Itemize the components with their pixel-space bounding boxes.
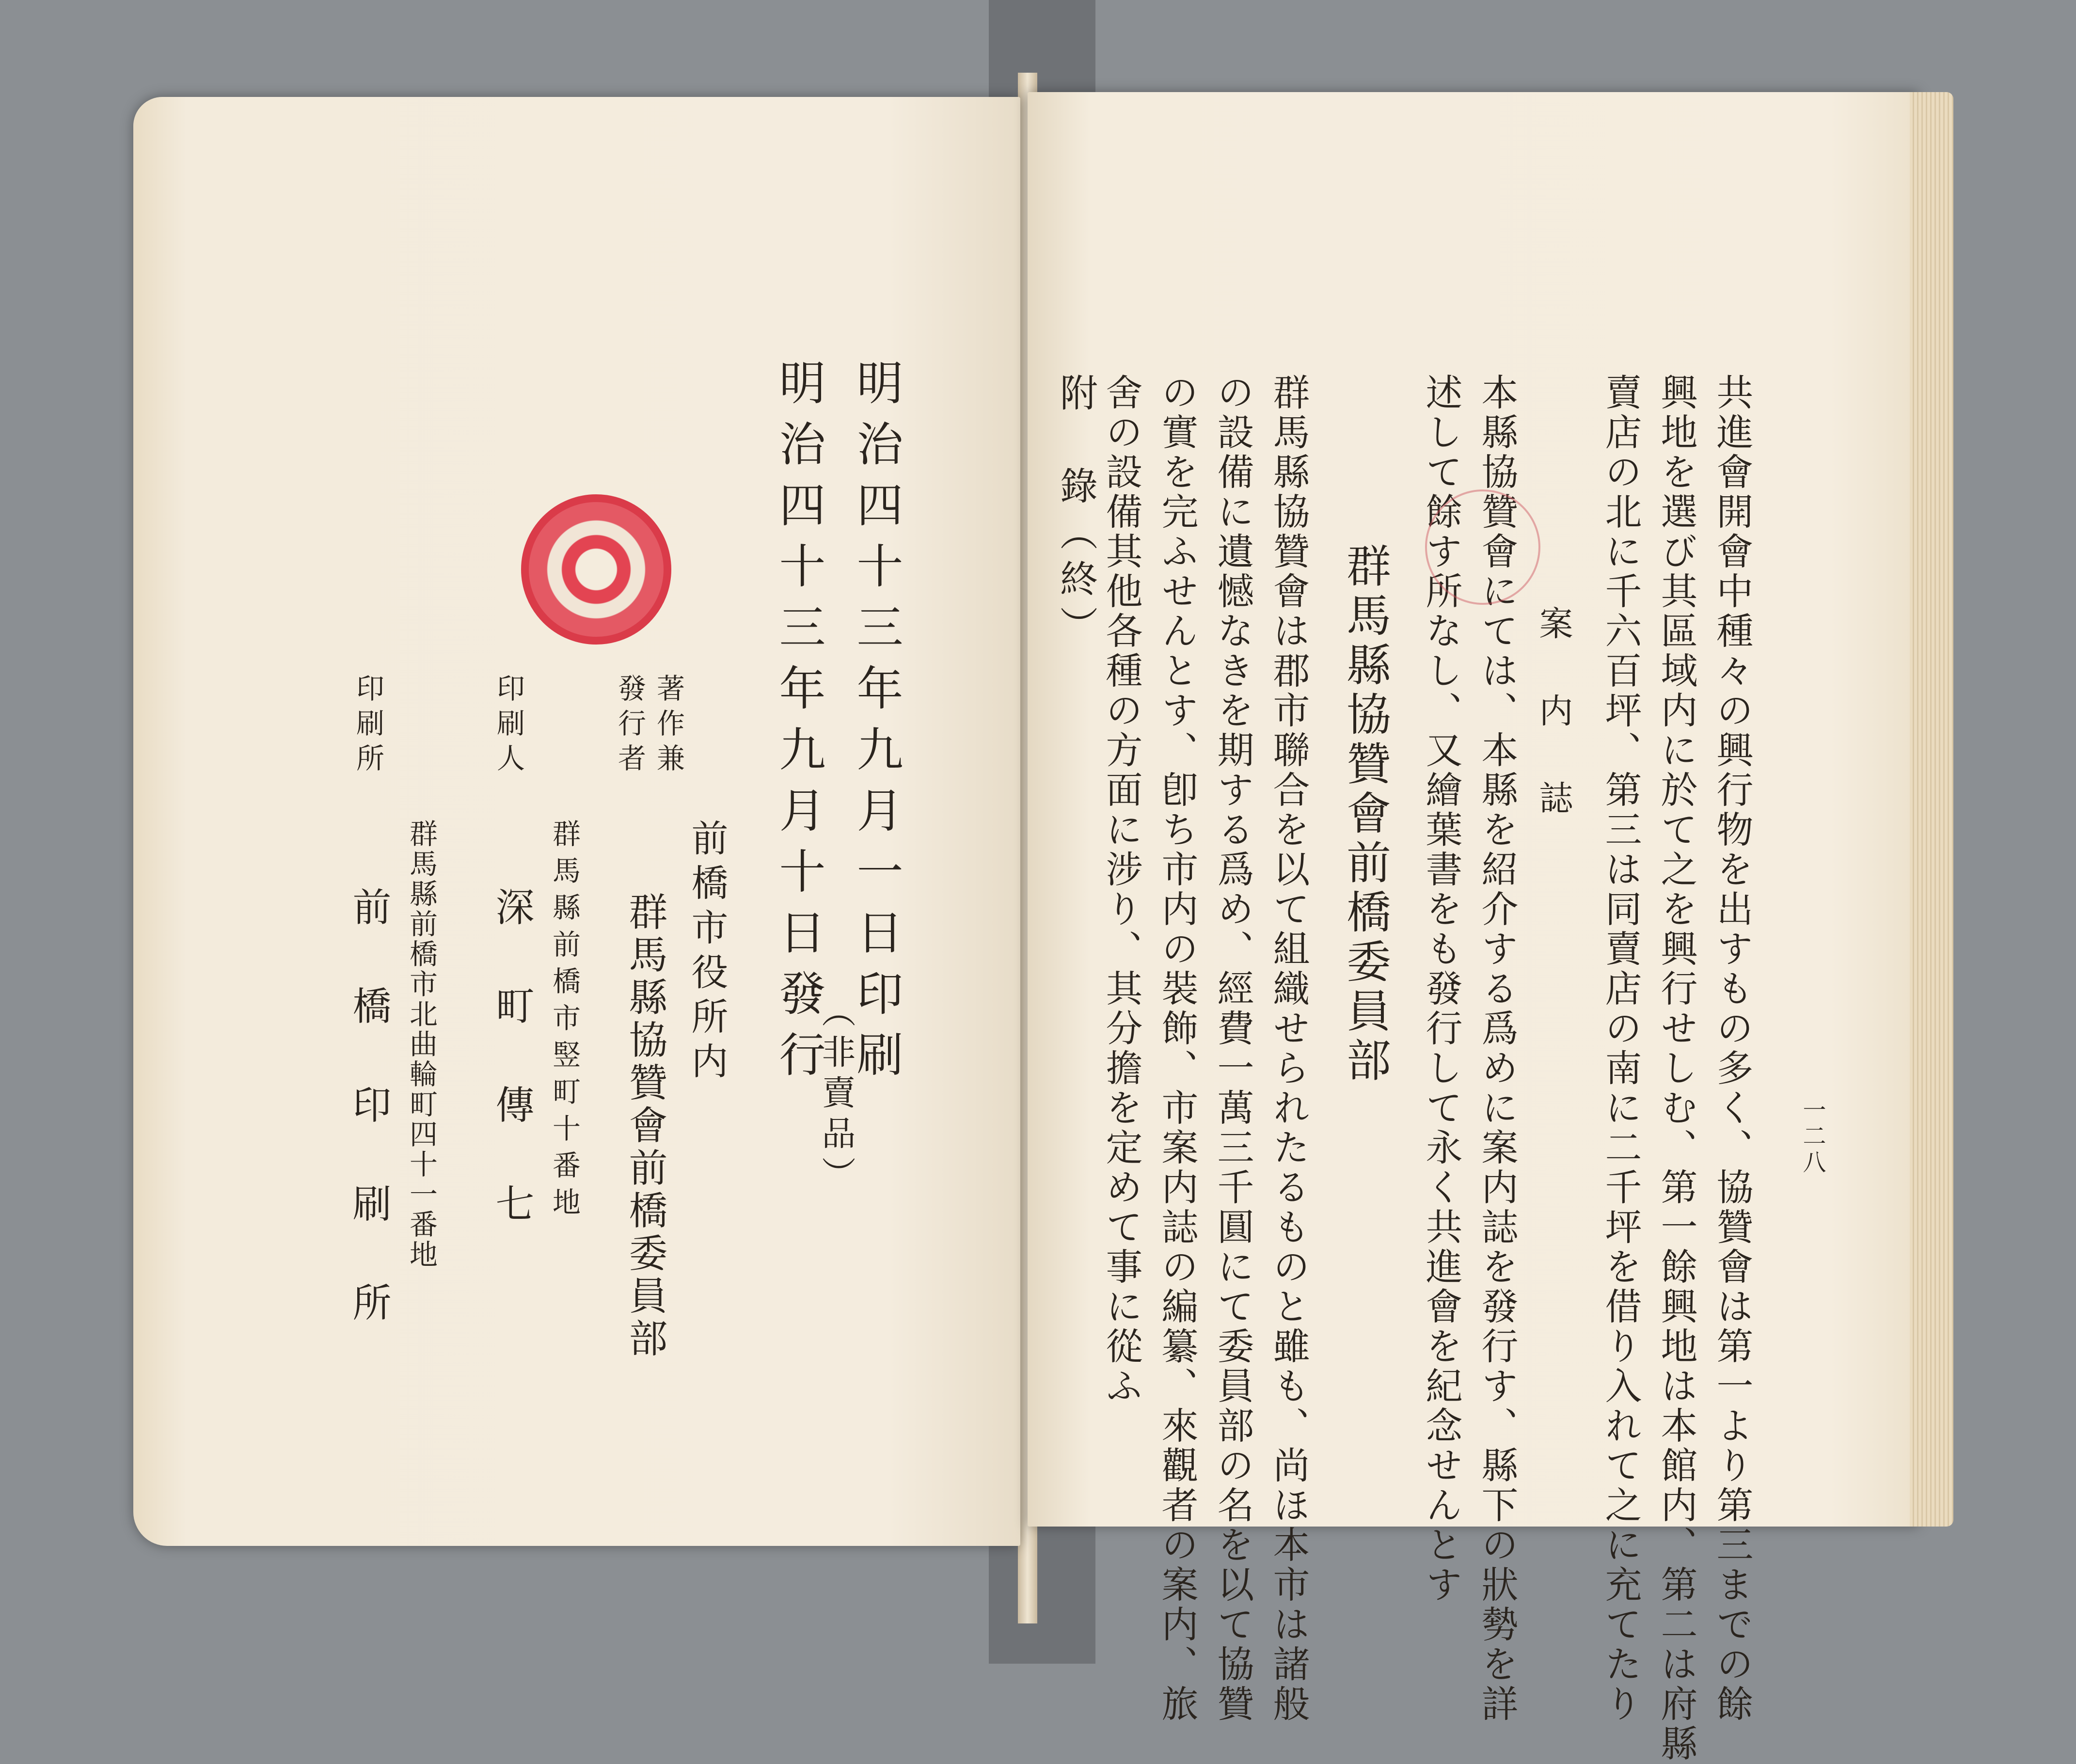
issue-date: 明治四十三年九月十日發行 [772,359,826,1091]
author-label-2: 發行者 [613,674,646,778]
guide-line-1: 本縣協贊會にては、本縣を紹介する爲めに案内誌を發行す、縣下の狀勢を詳 [1475,373,1519,1724]
page-number: 一二八 [1799,1098,1826,1176]
press-name: 前 橋 印 刷 所 [346,887,391,1332]
section-heading-guide: 案 内 誌 [1534,606,1573,824]
faint-seal-stamp [1425,489,1540,605]
not-for-sale: （非賣品） [816,993,856,1197]
press-label: 印刷所 [351,674,384,778]
print-date: 明治四十三年九月一日印刷 [849,359,903,1091]
body-line-2: 興地を選び其區域内に於て之を興行せしむ、第一餘興地は本館内、第二は府縣 [1655,373,1698,1764]
page-edges [1910,92,1953,1527]
committee-line-4: 舍の設備其他各種の方面に涉り、其分擔を定めて事に從ふ [1100,373,1143,1406]
committee-heading: 群馬縣協贊會前橋委員部 [1339,543,1391,1087]
committee-line-2: の設備に遺憾なきを期する爲め、經費一萬三千圓にて委員部の名を以て協贊 [1211,373,1254,1724]
printer-name: 深 町 傳 七 [489,887,534,1233]
printer-address: 群馬縣前橋市竪町十番地 [548,819,581,1224]
body-line-3: 賣店の北に千六百坪、第三は同賣店の南に二千坪を借り入れて之に充てたり [1599,373,1642,1724]
committee-line-3: の實を完ふせんとす、卽ち市内の裝飾、市案内誌の編纂、來觀者の案内、旅 [1156,373,1199,1724]
library-seal-stamp [521,494,671,645]
body-line-1: 共進會開會中種々の興行物を出すもの多く、協贊會は第一より第三までの餘 [1711,373,1754,1724]
guide-line-2: 述して餘す所なし、又繪葉書をも發行して永く共進會を紀念せんとす [1420,373,1463,1605]
appendix-end: 附 錄（終） [1054,373,1097,652]
author-name: 群馬縣協贊會前橋委員部 [622,892,667,1361]
author-label-1: 著作兼 [652,674,685,778]
committee-line-1: 群馬縣協贊會は郡市聯合を以て組織せられたるものと雖も、尚ほ本市は諸般 [1267,373,1310,1724]
press-address: 群馬縣前橋市北曲輪町四十一番地 [405,819,438,1270]
printer-label: 印刷人 [492,674,525,778]
author-address: 前橋市役所内 [685,819,729,1087]
